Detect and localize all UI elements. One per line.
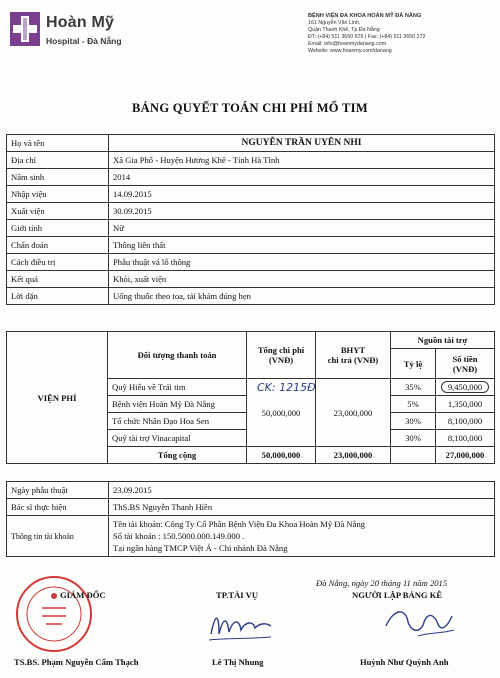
- label-doctor: Bác sĩ thực hiện: [7, 499, 109, 516]
- website: Website: www.hoanmy.com/danang: [308, 48, 392, 54]
- header-amount: [436, 349, 495, 379]
- table-row: [7, 135, 495, 152]
- rate-value: 30%: [391, 413, 436, 430]
- rate-value: 5%: [391, 396, 436, 413]
- label-discharge: Xuất viện: [7, 203, 109, 220]
- header-total-line-1: Tổng chi phí: [257, 345, 305, 355]
- label-admission: Nhập viện: [7, 186, 109, 203]
- account-number: Số tài khoản : 150.5000.000.149.000 .: [113, 531, 245, 541]
- preparer-role: NGƯỜI LẬP BẢNG KÊ: [352, 590, 443, 600]
- payer-name: Quỹ Hiểu về Trái tim: [108, 379, 247, 396]
- address-line-1: 161 Nguyễn Văn Linh,: [308, 20, 361, 26]
- section-label-fees: VIỆN PHÍ: [7, 332, 108, 464]
- logo-name: Hoàn Mỹ: [46, 14, 115, 31]
- table-row: [7, 516, 495, 557]
- table-row: [7, 499, 495, 516]
- table-row: [7, 169, 495, 186]
- address-line-2: Quận Thanh Khê, Tp Đà Nẵng: [308, 27, 380, 33]
- rate-value: 35%: [391, 379, 436, 396]
- handwritten-note: CK: 1215Đ: [257, 381, 316, 394]
- header-funding-sources: Nguồn tài trợ: [391, 332, 495, 349]
- surgery-date: 23.09.2015: [109, 482, 495, 499]
- signing-date: Đà Nẵng, ngày 20 tháng 11 năm 2015: [316, 578, 448, 588]
- table-row: [7, 237, 495, 254]
- label-result: Kết quả: [7, 271, 109, 288]
- sum-rate-empty: [391, 447, 436, 464]
- table-row: [7, 482, 495, 499]
- email: Email: info@hoanmydanang.com: [308, 41, 387, 47]
- doctor-name: ThS.BS Nguyễn Thanh Hiền: [109, 499, 495, 516]
- label-gender: Giới tính: [7, 220, 109, 237]
- header-amount-line-2: (VNĐ): [452, 363, 478, 374]
- header-payer: Đối tượng thanh toán: [108, 332, 247, 379]
- amount-value: 8,100,000: [436, 413, 495, 430]
- bank-name: Tại ngân hàng TMCP Việt Á - Chi nhánh Đà Nẵng: [113, 543, 288, 553]
- sum-total-cost: 50,000,000: [247, 447, 316, 464]
- bhyt-paid-value: 23,000,000: [316, 379, 391, 447]
- payer-name: Tổ chức Nhân Đạo Hoa Sen: [108, 413, 247, 430]
- table-row: [7, 288, 495, 305]
- header-rate: Tỷ lệ: [391, 349, 436, 379]
- finance-role: TP.TÀI VỤ: [216, 590, 259, 600]
- admission-date: 14.09.2015: [109, 186, 495, 203]
- table-row: [7, 203, 495, 220]
- preparer-signature-icon: [378, 602, 458, 642]
- rate-value: 30%: [391, 430, 436, 447]
- table-header-row: [7, 332, 495, 349]
- total-cost-value: 50,000,000: [247, 379, 316, 447]
- director-name: TS.BS. Phạm Nguyễn Cẩm Thạch: [14, 657, 139, 667]
- sum-amount: 27,000,000: [436, 447, 495, 464]
- director-role: GIÁM ĐỐC: [60, 590, 106, 600]
- cost-table: [6, 331, 495, 464]
- birth-year: 2014: [109, 169, 495, 186]
- hospital-contact-block: [308, 13, 498, 55]
- account-info: [109, 516, 495, 557]
- circled-amount: 9,450,000: [441, 381, 489, 393]
- header-total-line-2: (VNĐ): [268, 355, 294, 365]
- finance-signature-icon: [205, 604, 275, 644]
- label-birth-year: Năm sinh: [7, 169, 109, 186]
- header-amount-line-1: Số tiền: [452, 353, 478, 364]
- sum-label: Tổng cộng: [108, 447, 247, 464]
- header-total-cost: [247, 332, 316, 379]
- logo-subtitle: Hospital - Đà Nẵng: [46, 36, 122, 46]
- label-name: Họ và tên: [7, 135, 109, 152]
- surgery-info-table: [6, 481, 495, 557]
- table-row: [7, 186, 495, 203]
- label-diagnosis: Chẩn đoán: [7, 237, 109, 254]
- payer-name: Quỹ tài trợ Vinacapital: [108, 430, 247, 447]
- result: Khỏi, xuất viện: [109, 271, 495, 288]
- label-surgery-date: Ngày phẫu thuật: [7, 482, 109, 499]
- label-treatment: Cách điều trị: [7, 254, 109, 271]
- header-bhyt: [316, 332, 391, 379]
- table-row: [7, 271, 495, 288]
- patient-address: Xã Gia Phố - Huyện Hương Khê - Tỉnh Hà Tĩnh: [109, 152, 495, 169]
- hospital-name: BỆNH VIỆN ĐA KHOA HOÀN MỸ ĐÀ NẴNG: [308, 13, 422, 19]
- advice: Uống thuốc theo toa, tái khám đúng hẹn: [109, 288, 495, 305]
- label-address: Địa chỉ: [7, 152, 109, 169]
- label-advice: Lời dặn: [7, 288, 109, 305]
- payer-name: Bệnh viện Hoàn Mỹ Đà Nẵng: [108, 396, 247, 413]
- patient-info-table: [6, 134, 495, 305]
- sum-bhyt: 23,000,000: [316, 447, 391, 464]
- red-seal-stamp: [14, 574, 94, 654]
- patient-name: NGUYỄN TRẦN UYÊN NHI: [109, 135, 495, 152]
- diagnosis: Thông liên thất: [109, 237, 495, 254]
- gender: Nữ: [109, 220, 495, 237]
- treatment: Phẫu thuật vá lỗ thông: [109, 254, 495, 271]
- account-name: Tên tài khoản: Công Ty Cổ Phần Bệnh Viện Đa Khoa Hoàn Mỹ Đà Nẵng: [113, 519, 366, 529]
- table-row: [7, 254, 495, 271]
- finance-name: Lê Thị Nhung: [212, 657, 264, 667]
- label-account-info: Thông tin tài khoản: [7, 516, 109, 557]
- hospital-logo: [10, 10, 150, 54]
- discharge-date: 30.09.2015: [109, 203, 495, 220]
- amount-value: 1,350,000: [436, 396, 495, 413]
- hospital-cross-icon: [10, 12, 40, 46]
- table-row: [7, 152, 495, 169]
- preparer-name: Huỳnh Như Quỳnh Anh: [360, 657, 449, 667]
- header-bhyt-line-1: BHYT: [340, 345, 366, 355]
- document-title: BẢNG QUYẾT TOÁN CHI PHÍ MỔ TIM: [132, 101, 368, 115]
- header-bhyt-line-2: chi trả (VNĐ): [327, 355, 379, 365]
- amount-value: [436, 379, 495, 396]
- phone-fax: ĐT: (+84) 511 3650 676 | Fax: (+84) 511 3650 272: [308, 34, 426, 40]
- table-row: [7, 220, 495, 237]
- amount-value: 8,100,000: [436, 430, 495, 447]
